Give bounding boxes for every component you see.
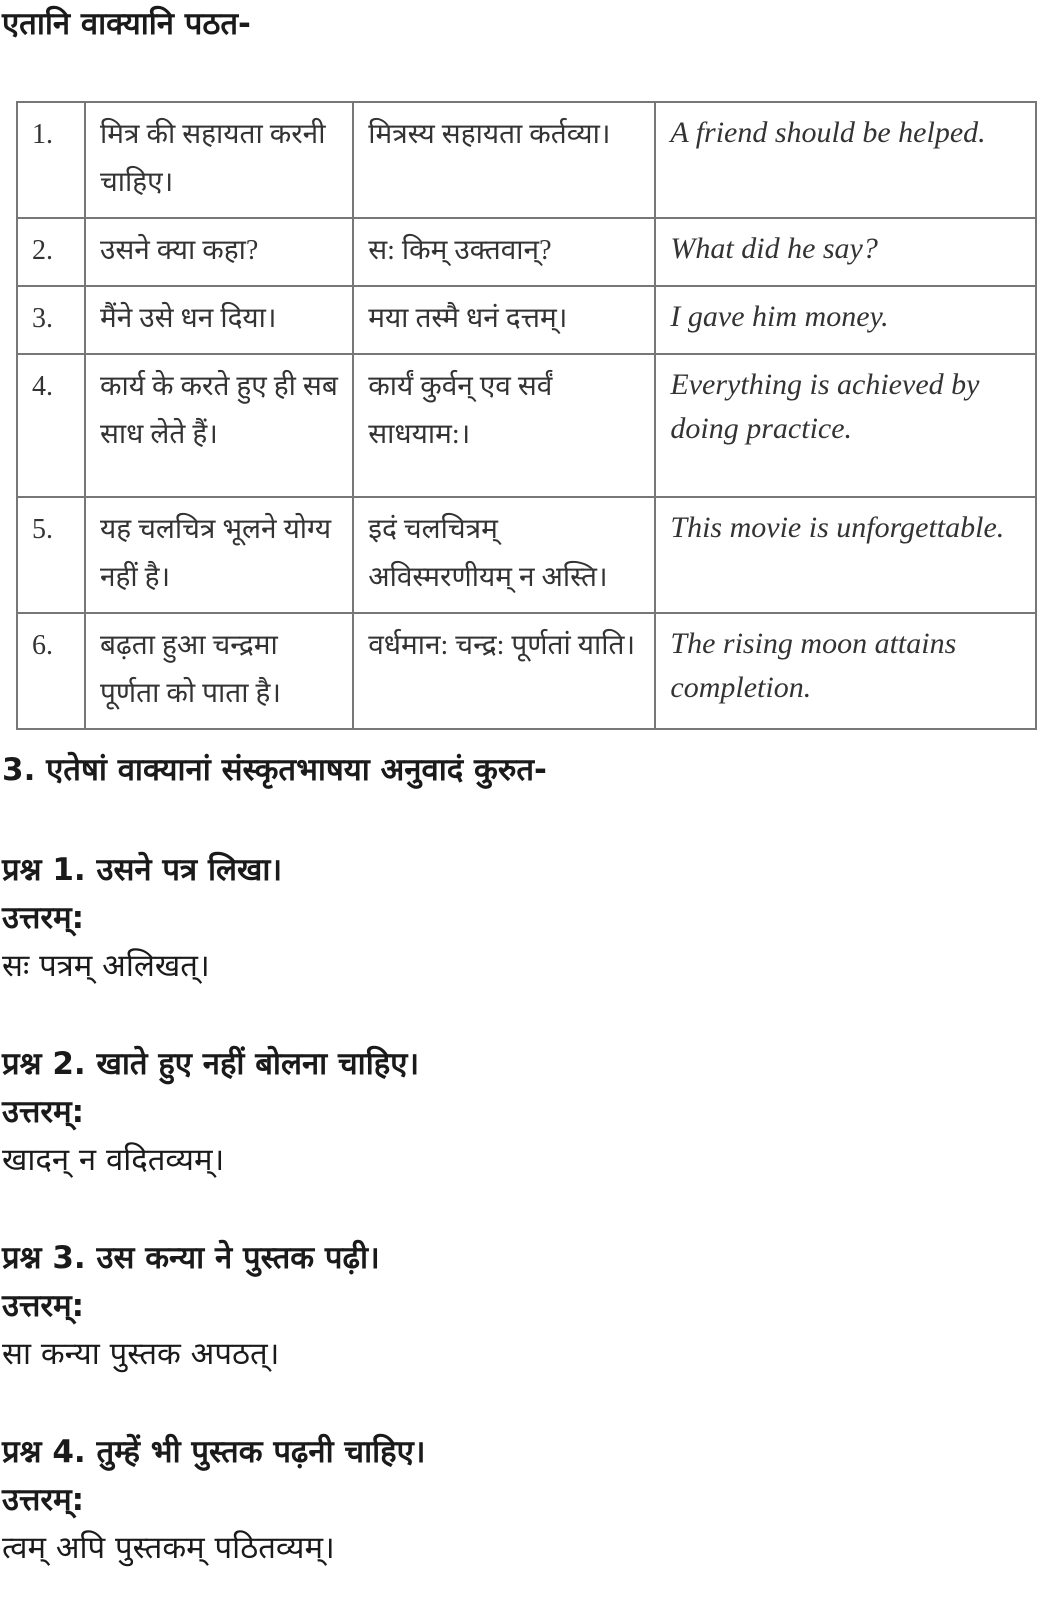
sanskrit-cell: मित्रस्य सहायता कर्तव्या। (353, 102, 655, 218)
question-answer-block (2, 1234, 380, 1378)
question-answer-block (2, 1040, 419, 1184)
hindi-cell: कार्य के करते हुए ही सब साध लेते हैं। (85, 354, 353, 497)
row-number: 2. (17, 218, 85, 286)
answer-label: उत्तरम्: (2, 1482, 85, 1518)
section-heading: 3. एतेषां वाक्यानां संस्कृतभाषया अनुवादं कुरुत- (2, 752, 547, 788)
table-row (17, 102, 1036, 218)
page-title: एतानि वाक्यानि पठत- (2, 6, 251, 42)
sanskrit-cell: मया तस्मै धनं दत्तम्। (353, 286, 655, 354)
english-cell: A friend should be helped. (655, 102, 1036, 218)
table-row (17, 497, 1036, 613)
question-answer-block (2, 1428, 426, 1572)
sanskrit-cell: वर्धमान: चन्द्र: पूर्णतां याति। (353, 613, 655, 729)
sanskrit-cell: इदं चलचित्रम् अविस्मरणीयम् न अस्ति। (353, 497, 655, 613)
question-text: प्रश्न 1. उसने पत्र लिखा। (2, 852, 283, 888)
hindi-cell: उसने क्या कहा? (85, 218, 353, 286)
answer-text: सः पत्रम् अलिखत्। (2, 948, 210, 984)
question-answer-block (2, 846, 282, 990)
hindi-cell: यह चलचित्र भूलने योग्य नहीं है। (85, 497, 353, 613)
hindi-cell: मैंने उसे धन दिया। (85, 286, 353, 354)
hindi-cell: बढ़ता हुआ चन्द्रमा पूर्णता को पाता है। (85, 613, 353, 729)
question-text: प्रश्न 2. खाते हुए नहीं बोलना चाहिए। (2, 1046, 420, 1082)
answer-label: उत्तरम्: (2, 1288, 85, 1324)
answer-text: त्वम् अपि पुस्तकम् पठितव्यम्। (2, 1530, 335, 1566)
question-text: प्रश्न 3. उस कन्या ने पुस्तक पढ़ी। (2, 1240, 380, 1276)
hindi-cell: मित्र की सहायता करनी चाहिए। (85, 102, 353, 218)
english-cell: The rising moon attains completion. (655, 613, 1036, 729)
table-row (17, 354, 1036, 497)
answer-label: उत्तरम्: (2, 900, 85, 936)
answer-text: सा कन्या पुस्तक अपठत्। (2, 1336, 280, 1372)
english-cell: Everything is achieved by doing practice. (655, 354, 1036, 497)
table-row (17, 218, 1036, 286)
row-number: 1. (17, 102, 85, 218)
table-row (17, 613, 1036, 729)
sanskrit-cell: कार्यं कुर्वन् एव सर्वं साधयाम:। (353, 354, 655, 497)
row-number: 3. (17, 286, 85, 354)
english-cell: This movie is unforgettable. (655, 497, 1036, 613)
english-cell: I gave him money. (655, 286, 1036, 354)
question-text: प्रश्न 4. तुम्हें भी पुस्तक पढ़नी चाहिए। (2, 1434, 426, 1470)
answer-label: उत्तरम्: (2, 1094, 85, 1130)
row-number: 5. (17, 497, 85, 613)
row-number: 4. (17, 354, 85, 497)
table-row (17, 286, 1036, 354)
sanskrit-cell: स: किम् उक्तवान्? (353, 218, 655, 286)
translation-table (16, 101, 1037, 730)
english-cell: What did he say? (655, 218, 1036, 286)
row-number: 6. (17, 613, 85, 729)
answer-text: खादन् न वदितव्यम्। (2, 1142, 225, 1178)
